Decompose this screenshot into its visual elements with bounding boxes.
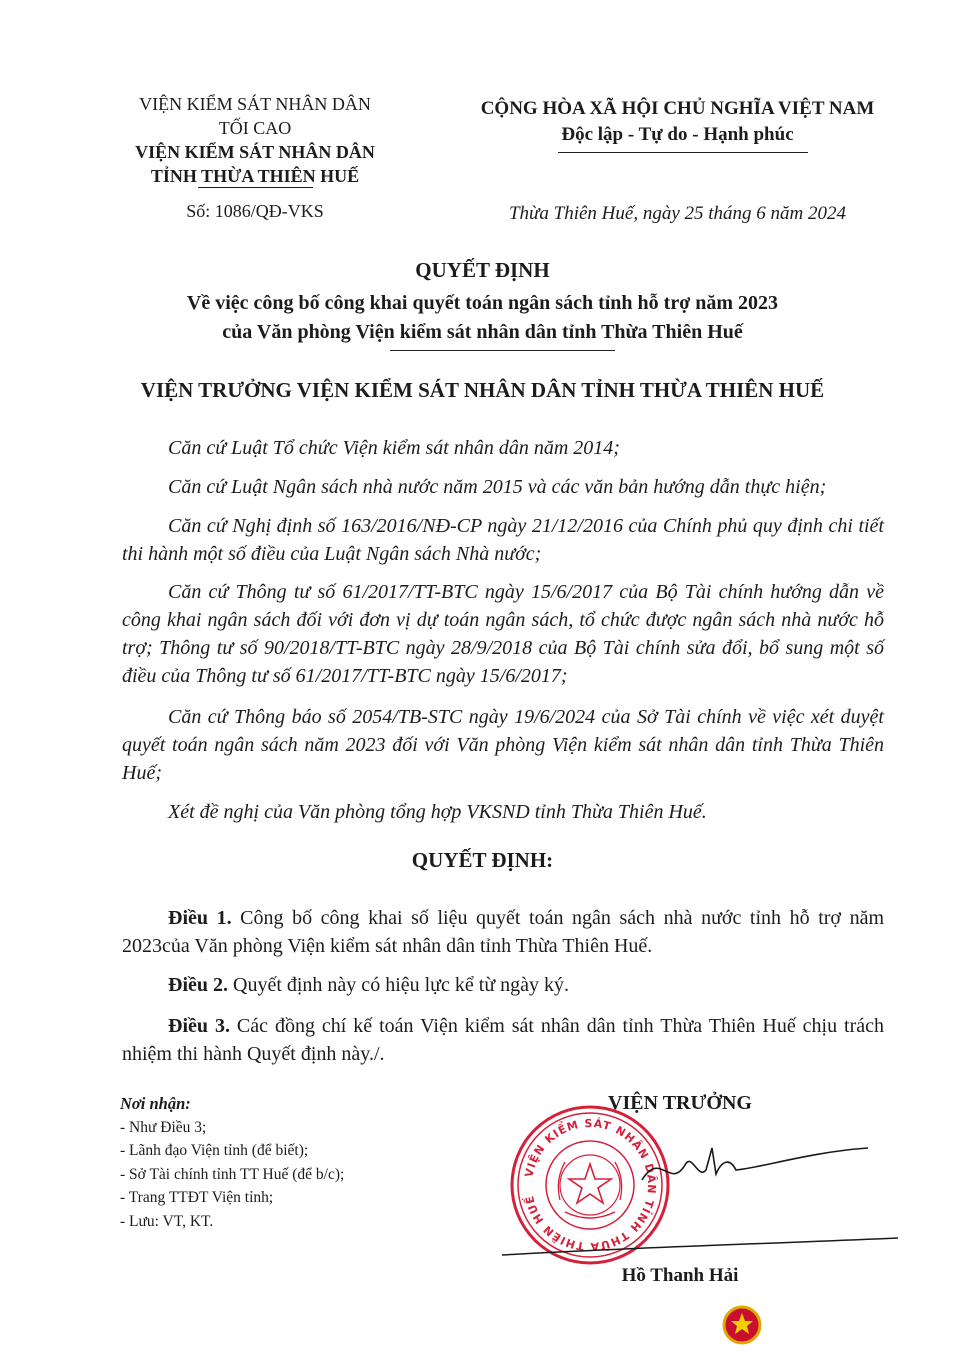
- document-type: QUYẾT ĐỊNH: [415, 258, 550, 282]
- basis-4: Căn cứ Thông tư số 61/2017/TT-BTC ngày 15/6/2017 của Bộ Tài chính hướng dẫn về công khai ngân sách đối với đơn vị dự toán ngân sách, tổ chức được ngân sách nhà nước hỗ trợ; Thông tư số 90/2018/TT-BTC ngày 28/9/2018 của Bộ Tài chính sửa đổi, bổ sung một số điều của Thông tư số 61/2017/TT-BTC ngày 15/6/2017;: [122, 581, 884, 687]
- agency-line-1: VIỆN KIỂM SÁT NHÂN DÂN: [139, 94, 371, 114]
- star-icon: [569, 1164, 611, 1203]
- article-3: [122, 1012, 884, 1068]
- motto: Độc lập - Tự do - Hạnh phúc: [561, 124, 794, 145]
- article-3-label: Điều 3.: [168, 1015, 230, 1037]
- handwritten-signature: [640, 1140, 870, 1200]
- recipients: [120, 1092, 420, 1233]
- article-1: [122, 904, 884, 960]
- national-emblem-icon: [722, 1305, 762, 1345]
- country-name: CỘNG HÒA XÃ HỘI CHỦ NGHĨA VIỆT NAM: [480, 98, 875, 119]
- basis-6: Xét đề nghị của Văn phòng tổng hợp VKSND tỉnh Thừa Thiên Huế.: [168, 801, 707, 823]
- subject-line-1: Về việc công bố công khai quyết toán ngân sách tỉnh hỗ trợ năm 2023: [186, 292, 779, 314]
- signature-underline-stroke: [500, 1230, 900, 1260]
- decision-heading: QUYẾT ĐỊNH:: [411, 848, 554, 872]
- basis-2: Căn cứ Luật Ngân sách nhà nước năm 2015 và các văn bản hướng dẫn thực hiện;: [168, 476, 827, 498]
- agency-line-2: TỐI CAO: [218, 118, 292, 138]
- recipient-item: - Như Điều 3;: [120, 1118, 207, 1136]
- basis-3: Căn cứ Nghị định số 163/2016/NĐ-CP ngày 21/12/2016 của Chính phủ quy định chi tiết thi hành một số điều của Luật Ngân sách Nhà nước;: [122, 515, 884, 565]
- authority-title: VIỆN TRƯỞNG VIỆN KIỂM SÁT NHÂN DÂN TỈNH THỪA THIÊN HUẾ: [140, 378, 825, 402]
- article-1-label: Điều 1.: [168, 907, 232, 929]
- seal-text: VIỆN KIỂM SÁT NHÂN DÂN TỈNH THỪA THIÊN HUẾ: [522, 1116, 659, 1254]
- signer-name: Hồ Thanh Hải: [621, 1265, 739, 1286]
- recipient-item: - Lãnh đạo Viện tỉnh (để biết);: [120, 1142, 309, 1159]
- agency-underline: [198, 187, 313, 188]
- article-3-text: Các đồng chí kế toán Viện kiểm sát nhân dân tỉnh Thừa Thiên Huế chịu trách nhiệm thi hành Quyết định này./.: [122, 1015, 885, 1065]
- signer-title: VIỆN TRƯỞNG: [608, 1092, 752, 1114]
- article-2: [122, 971, 884, 999]
- recipient-item: - Lưu: VT, KT.: [120, 1212, 214, 1230]
- article-2-label: Điều 2.: [168, 974, 228, 996]
- article-2-text: Quyết định này có hiệu lực kể từ ngày ký.: [228, 974, 570, 996]
- national-motto: [465, 96, 890, 148]
- recipients-title: Nơi nhận:: [120, 1094, 191, 1113]
- subject-underline: [390, 350, 615, 351]
- basis-1: Căn cứ Luật Tổ chức Viện kiểm sát nhân dân năm 2014;: [168, 437, 620, 459]
- issue-date: Thừa Thiên Huế, ngày 25 tháng 6 năm 2024: [508, 203, 847, 224]
- issuing-agency: [110, 92, 400, 188]
- motto-underline: [558, 152, 808, 153]
- recipient-item: - Sở Tài chính tỉnh TT Huế (để b/c);: [120, 1165, 345, 1183]
- document-number: Số: 1086/QĐ-VKS: [186, 201, 324, 221]
- recipient-item: - Trang TTĐT Viện tỉnh;: [120, 1189, 274, 1206]
- basis-5: Căn cứ Thông báo số 2054/TB-STC ngày 19/6/2024 của Sở Tài chính về việc xét duyệt quyết toán ngân sách năm 2023 đối với Văn phòng Viện kiểm sát nhân dân tỉnh Thừa Thiên Huế;: [122, 706, 884, 784]
- agency-line-3: VIỆN KIỂM SÁT NHÂN DÂN: [135, 142, 375, 162]
- subject-line-2: của Văn phòng Viện kiểm sát nhân dân tỉnh Thừa Thiên Huế: [222, 321, 743, 343]
- article-1-text: Công bố công khai số liệu quyết toán ngân sách nhà nước tỉnh hỗ trợ năm 2023của Văn phòng Viện kiểm sát nhân dân tỉnh Thừa Thiên Huế.: [122, 907, 884, 957]
- agency-line-4: TỈNH THỪA THIÊN HUẾ: [150, 166, 360, 186]
